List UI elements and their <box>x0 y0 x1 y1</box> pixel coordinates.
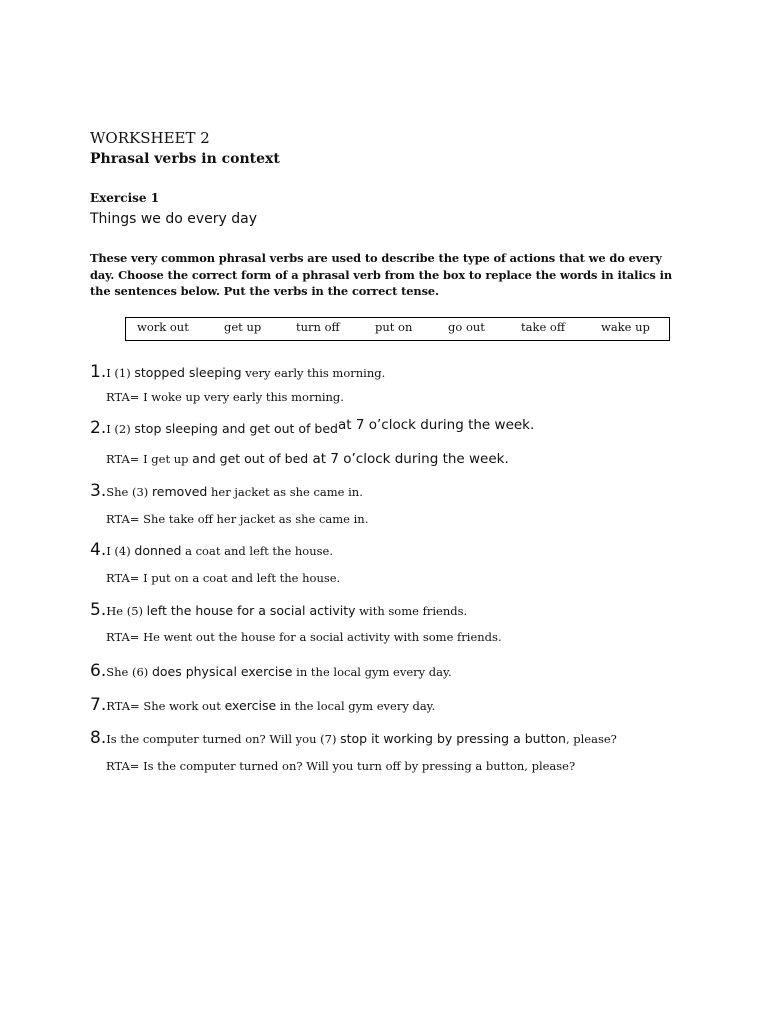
word-box-item: wake up <box>601 320 650 334</box>
question-keyword: stop sleeping and get out of bed <box>134 421 338 436</box>
item-number: 4. <box>90 540 107 560</box>
worksheet-title: WORKSHEET 2 <box>90 129 210 147</box>
answer-1: RTA= I woke up very early this morning. <box>106 390 344 404</box>
answer-text: RTA= I get up <box>106 452 193 466</box>
word-box-item: take off <box>521 320 566 334</box>
item-number: 1. <box>90 362 107 382</box>
answer-keyword: and get out of bed <box>192 451 309 466</box>
item-number: 2. <box>90 418 107 438</box>
item-number: 5. <box>90 600 107 620</box>
question-text: He (5) <box>106 604 147 618</box>
question-keyword: stop it working by pressing a button <box>340 731 566 746</box>
question-6 <box>90 661 452 681</box>
question-text: very early this morning. <box>241 366 386 380</box>
answer-4: RTA= I put on a coat and left the house. <box>106 571 341 585</box>
question-4 <box>90 540 333 560</box>
question-text: in the local gym every day. <box>276 699 436 713</box>
question-8 <box>90 728 617 748</box>
word-box-item: turn off <box>296 320 340 334</box>
item-number: 8. <box>90 728 107 748</box>
question-text: at 7 o’clock during the week. <box>337 417 535 433</box>
word-box-item: put on <box>375 320 413 334</box>
question-7 <box>90 695 435 715</box>
phrasal-verb-box <box>125 317 670 341</box>
question-text: with some friends. <box>355 604 468 618</box>
question-5 <box>90 600 467 620</box>
question-text: I (2) <box>106 422 135 436</box>
item-number: 3. <box>90 481 107 501</box>
question-keyword: donned <box>134 543 182 558</box>
exercise-instructions: These very common phrasal verbs are used to describe the type of actions that we do every day. Choose the correct form of a phrasal verb from the box to replace the words in italics in the sentences below. Put the verbs in the correct tense. <box>90 251 673 298</box>
answer-2 <box>106 448 509 467</box>
answer-3: RTA= She take off her jacket as she came in. <box>106 512 369 526</box>
question-3 <box>90 481 363 501</box>
question-1 <box>90 362 385 382</box>
item-number: 6. <box>90 661 107 681</box>
question-keyword: left the house for a social activity <box>146 603 356 618</box>
item-number: 7. <box>90 695 107 715</box>
question-text: I (4) <box>106 544 135 558</box>
question-text: Is the computer turned on? Will you (7) <box>106 732 341 746</box>
question-text: a coat and left the house. <box>181 544 334 558</box>
question-keyword: exercise <box>224 698 277 713</box>
answer-text: at 7 o’clock during the week. <box>308 451 509 467</box>
word-box-item: get up <box>224 320 262 334</box>
question-text: in the local gym every day. <box>292 665 452 679</box>
question-2 <box>90 418 534 438</box>
exercise-title: Exercise 1 <box>90 191 160 205</box>
question-text: She (3) <box>106 485 152 499</box>
question-keyword: stopped sleeping <box>134 365 242 380</box>
question-keyword: removed <box>151 484 208 499</box>
answer-8: RTA= Is the computer turned on? Will you turn off by pressing a button, please? <box>106 759 576 773</box>
word-box-item: go out <box>448 320 485 334</box>
question-keyword: does physical exercise <box>151 664 293 679</box>
question-text: RTA= She work out <box>106 699 225 713</box>
question-text: She (6) <box>106 665 152 679</box>
question-text: I (1) <box>106 366 135 380</box>
word-box-item: work out <box>137 320 189 334</box>
answer-5: RTA= He went out the house for a social activity with some friends. <box>106 630 502 644</box>
question-text: , please? <box>565 732 617 746</box>
worksheet-subtitle: Phrasal verbs in context <box>90 151 280 167</box>
question-text: her jacket as she came in. <box>207 485 363 499</box>
exercise-subtitle: Things we do every day <box>90 211 257 227</box>
